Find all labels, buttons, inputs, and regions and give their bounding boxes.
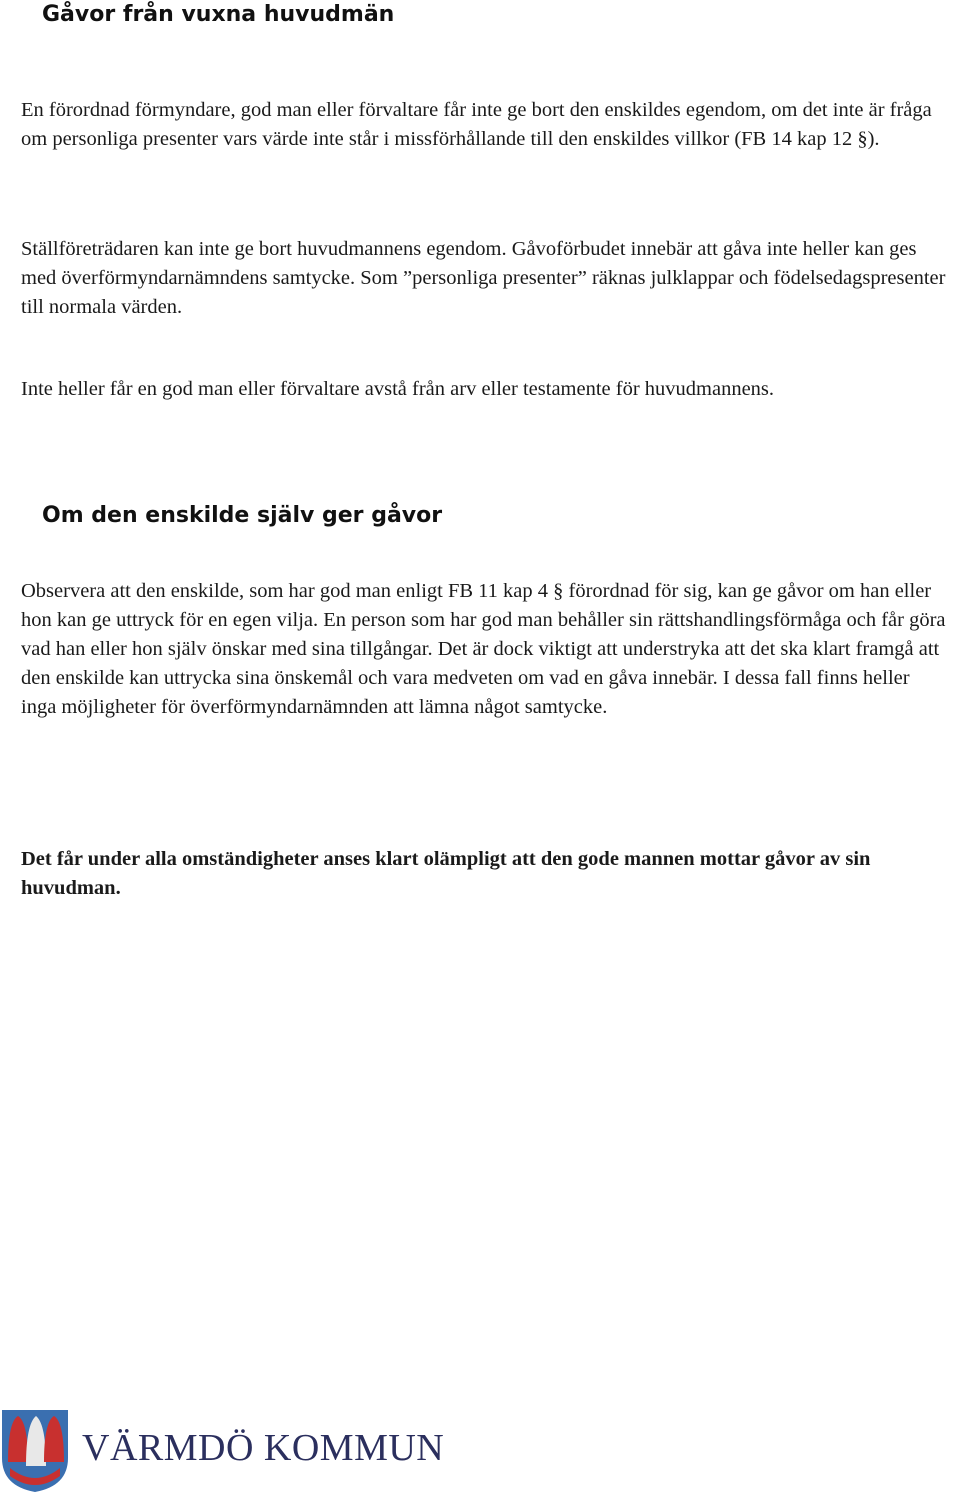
paragraph-own-gifts: Observera att den enskilde, som har god man enligt FB 11 kap 4 § förordnad för sig, kan ge gåvor om han eller hon kan ge uttryck för en egen vilja. En person som har god man behåller sin rättshandlingsförmåga och får göra vad han eller hon själv önskar med sina tillgångar. Det är dock viktigt att understryka att det ska klart framgå att den enskilde kan uttrycka sina önskemål och vara medveten om vad en gåva innebär. I dessa fall finns heller inga möjligheter för överförmyndarnämnden att lämna något samtycke. xyxy=(21,580,946,718)
page-title: Gåvor från vuxna huvudmän xyxy=(42,2,395,27)
paragraph-gift-rules: En förordnad förmyndare, god man eller förvaltare får inte ge bort den enskildes egendom, om det inte är fråga om personliga presenter vars värde inte står i missförhållande till den enskildes villkor (FB 14 kap 12 §). xyxy=(21,99,932,150)
paragraph-representative: Ställföreträdaren kan inte ge bort huvudmannens egendom. Gåvoförbudet innebär att gåva inte heller kan ges med överförmyndarnämndens samtycke. Som ”personliga presenter” räknas julklappar och födelsedagspresenter till normala värden. xyxy=(21,238,946,318)
paragraph-inheritance: Inte heller får en god man eller förvaltare avstå från arv eller testamente för huvudmannens. xyxy=(21,378,775,400)
bold-note: Det får under alla omständigheter anses klart olämpligt att den gode mannen mottar gåvor av sin huvudman. xyxy=(21,848,871,899)
section-heading: Om den enskilde själv ger gåvor xyxy=(42,503,443,528)
logo-text: VÄRMDÖ KOMMUN xyxy=(82,1427,445,1469)
